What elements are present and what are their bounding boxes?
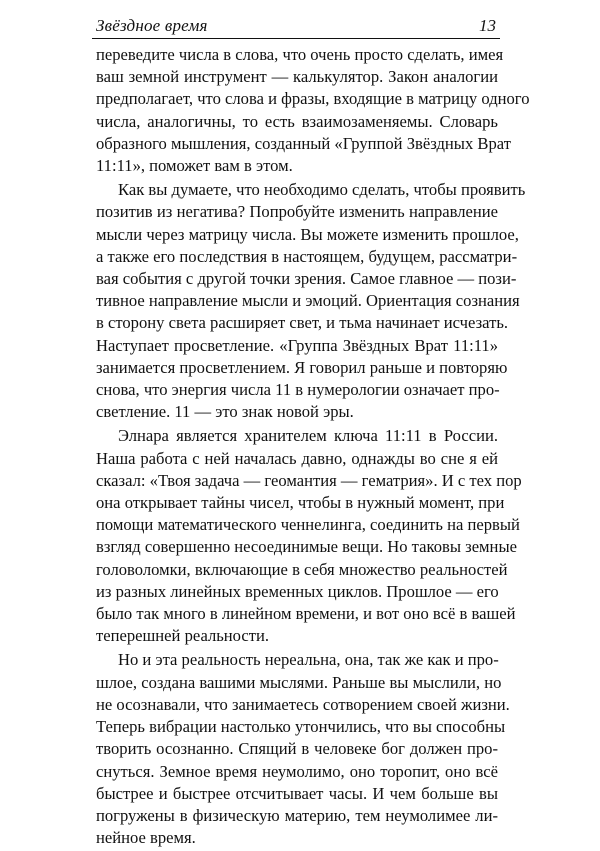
text-line: быстрее и быстрее отсчитывает часы. И чем больше вы	[96, 783, 498, 803]
text-line: не осознавали, что занимаетесь сотворением своей жизни.	[96, 694, 510, 714]
text-line: погружены в физическую материю, тем неумолимее ли-	[96, 805, 498, 825]
text-line: тивное направление мысли и эмоций. Ориентация сознания	[96, 291, 520, 311]
running-header-title: Звёздное время	[96, 16, 208, 35]
text-line: предполагает, что слова и фразы, входящие в матрицу одного	[96, 89, 530, 109]
text-line: взгляд совершенно несоединимые вещи. Но таковы земные	[96, 537, 517, 557]
text-line: ваш земной инструмент — калькулятор. Закон аналогии	[96, 67, 498, 87]
text-line: числа, аналогичны, то есть взаимозаменяемы. Словарь	[96, 111, 498, 131]
text-line: вая события с другой точки зрения. Самое главное — пози-	[96, 269, 517, 289]
paragraph	[96, 649, 510, 849]
text-line: Наступает просветление. «Группа Звёздных Врат 11:11»	[96, 335, 498, 355]
text-line: светление. 11 — это знак новой эры.	[96, 402, 354, 422]
text-line: Но и эта реальность нереальна, она, так же как и про-	[118, 650, 499, 670]
text-line: а также его последствия в настоящем, будущем, рассматри-	[96, 246, 518, 266]
text-line: сказал: «Твоя задача — геомантия — гематрия». И с тех пор	[96, 470, 522, 490]
text-line: Элнара является хранителем ключа 11:11 в России.	[118, 426, 498, 446]
page-number: 13	[479, 16, 496, 35]
text-line: образного мышления, созданный «Группой Звёздных Врат	[96, 133, 511, 153]
text-line: переведите числа в слова, что очень просто сделать, имея	[96, 45, 504, 64]
body-text	[96, 44, 530, 851]
text-line: Как вы думаете, что необходимо сделать, чтобы проявить	[118, 180, 526, 200]
paragraph	[96, 179, 526, 423]
text-line: теперешней реальности.	[96, 626, 270, 646]
text-line: 11:11», поможет вам в этом.	[96, 156, 293, 176]
text-line: снуться. Земное время неумолимо, оно торопит, оно всё	[96, 761, 498, 781]
running-header	[92, 14, 500, 39]
text-line: Наша работа с ней началась давно, однажды во сне я ей	[96, 448, 498, 468]
text-line: мысли через матрицу числа. Вы можете изменить прошлое,	[96, 224, 519, 244]
text-line: позитив из негатива? Попробуйте изменить направление	[96, 202, 498, 222]
text-line: в сторону света расширяет свет, и тьма начинает исчезать.	[96, 313, 509, 333]
text-line: шлое, создана вашими мыслями. Раньше вы мыслили, но	[96, 672, 502, 692]
text-line: Теперь вибрации настолько утончились, что вы способны	[96, 717, 506, 737]
text-line: снова, что энергия числа 11 в нумерологии означает про-	[96, 380, 500, 400]
text-line: из разных линейных временных циклов. Прошлое — его	[96, 581, 499, 601]
paragraph	[96, 425, 522, 647]
text-line: она открывает тайны чисел, чтобы в нужный момент, при	[96, 493, 505, 513]
text-line: творить осознанно. Спящий в человеке бог должен про-	[96, 739, 498, 759]
text-line: занимается просветлением. Я говорил раньше и повторяю	[96, 357, 508, 377]
text-line: помощи математического ченнелинга, соединить на первый	[96, 515, 520, 535]
text-line: головоломки, включающие в себя множество реальностей	[96, 559, 508, 579]
text-line: было так много в линейном времени, и вот оно всё в вашей	[96, 604, 516, 624]
paragraph	[96, 44, 530, 177]
text-line: нейное время.	[96, 828, 196, 848]
